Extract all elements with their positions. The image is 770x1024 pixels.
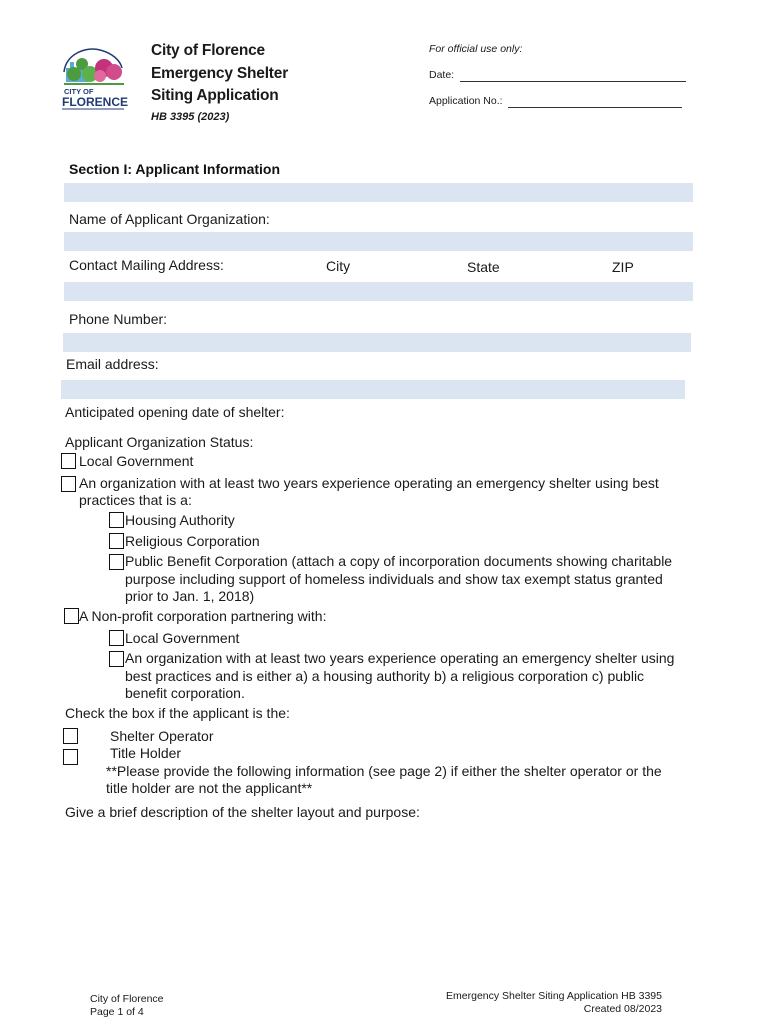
date-label: Date: — [429, 69, 455, 81]
np-experienced-org-checkbox[interactable] — [109, 651, 124, 667]
description-label: Give a brief description of the shelter layout and purpose: — [65, 804, 420, 820]
description-field[interactable] — [64, 826, 693, 976]
housing-authority-label: Housing Authority — [125, 512, 235, 528]
title-holder-label: Title Holder — [110, 745, 182, 761]
phone-label: Phone Number: — [69, 311, 168, 327]
experienced-org-line-2: practices that is a: — [79, 492, 192, 508]
np-local-government-label: Local Government — [125, 630, 240, 646]
state-label: State — [467, 259, 500, 275]
svg-text:CITY OF: CITY OF — [64, 87, 94, 96]
title-line-3: Siting Application — [151, 87, 279, 104]
svg-text:FLORENCE: FLORENCE — [62, 95, 128, 109]
application-no-field[interactable] — [508, 107, 682, 108]
np-experienced-org-line-1: An organization with at least two years experience operating an emergency shelter using — [125, 650, 675, 666]
title-line-1: City of Florence — [151, 42, 265, 59]
zip-label: ZIP — [612, 259, 634, 275]
email-label: Email address: — [66, 356, 159, 372]
section-title: Section I: Applicant Information — [69, 161, 281, 177]
page-number: Page 1 of 4 — [90, 1005, 144, 1018]
shelter-operator-label: Shelter Operator — [110, 728, 214, 744]
city-of-florence-logo-icon — [60, 44, 128, 112]
np-experienced-org-line-3: benefit corporation. — [125, 685, 245, 701]
mailing-address-field[interactable] — [64, 232, 693, 251]
religious-corporation-checkbox[interactable] — [109, 533, 124, 549]
email-field[interactable] — [61, 380, 685, 399]
phone-field[interactable] — [63, 333, 691, 352]
application-no-label: Application No.: — [429, 95, 503, 107]
local-government-checkbox[interactable] — [61, 453, 76, 469]
note-line-1: **Please provide the following information (see page 2) if either the shelter operator or the — [106, 763, 662, 779]
np-local-government-checkbox[interactable] — [109, 630, 124, 646]
title-holder-checkbox[interactable] — [63, 749, 78, 765]
official-use-heading: For official use only: — [429, 43, 523, 55]
status-label: Applicant Organization Status: — [65, 434, 254, 450]
np-experienced-org-line-2: best practices and is either a) a housing authority b) a religious corporation c) public — [125, 668, 645, 684]
footer-doc-title: Emergency Shelter Siting Application HB 3395 — [446, 990, 662, 1002]
org-name-field[interactable] — [64, 183, 693, 202]
city-logo — [60, 44, 128, 112]
religious-corporation-label: Religious Corporation — [125, 533, 260, 549]
shelter-operator-checkbox[interactable] — [63, 728, 78, 744]
opening-date-label: Anticipated opening date of shelter: — [65, 404, 285, 420]
city-label: City — [326, 258, 351, 274]
application-no-row — [429, 94, 686, 120]
address-detail-field[interactable] — [64, 282, 693, 301]
public-benefit-line-3: prior to Jan. 1, 2018) — [125, 588, 255, 604]
experienced-org-checkbox[interactable] — [61, 476, 76, 492]
title-line-2: Emergency Shelter — [151, 64, 289, 82]
public-benefit-line-1: Public Benefit Corporation (attach a copy of incorporation documents showing charitable — [125, 553, 673, 569]
check-box-instruction: Check the box if the applicant is the: — [65, 705, 290, 721]
nonprofit-label: A Non-profit corporation partnering with: — [79, 608, 327, 624]
date-field[interactable] — [460, 81, 686, 82]
org-name-label: Name of Applicant Organization: — [69, 211, 270, 227]
mailing-address-label: Contact Mailing Address: — [69, 257, 224, 273]
nonprofit-checkbox[interactable] — [64, 608, 79, 624]
footer-org: City of Florence — [90, 993, 164, 1005]
public-benefit-checkbox[interactable] — [109, 554, 124, 570]
document-title-block — [151, 40, 288, 123]
local-government-label: Local Government — [79, 453, 194, 469]
note-line-2: title holder are not the applicant** — [106, 780, 313, 796]
footer-right — [446, 990, 662, 1015]
date-row — [429, 68, 686, 94]
official-use-box — [429, 42, 686, 120]
footer-created-date: Created 08/2023 — [583, 1002, 662, 1015]
experienced-org-line-1: An organization with at least two years experience operating an emergency shelter using best — [79, 475, 659, 491]
footer-left — [90, 993, 164, 1018]
bill-reference: HB 3395 (2023) — [151, 110, 230, 123]
public-benefit-line-2: purpose including support of homeless individuals and show tax exempt status granted — [125, 571, 663, 587]
housing-authority-checkbox[interactable] — [109, 512, 124, 528]
